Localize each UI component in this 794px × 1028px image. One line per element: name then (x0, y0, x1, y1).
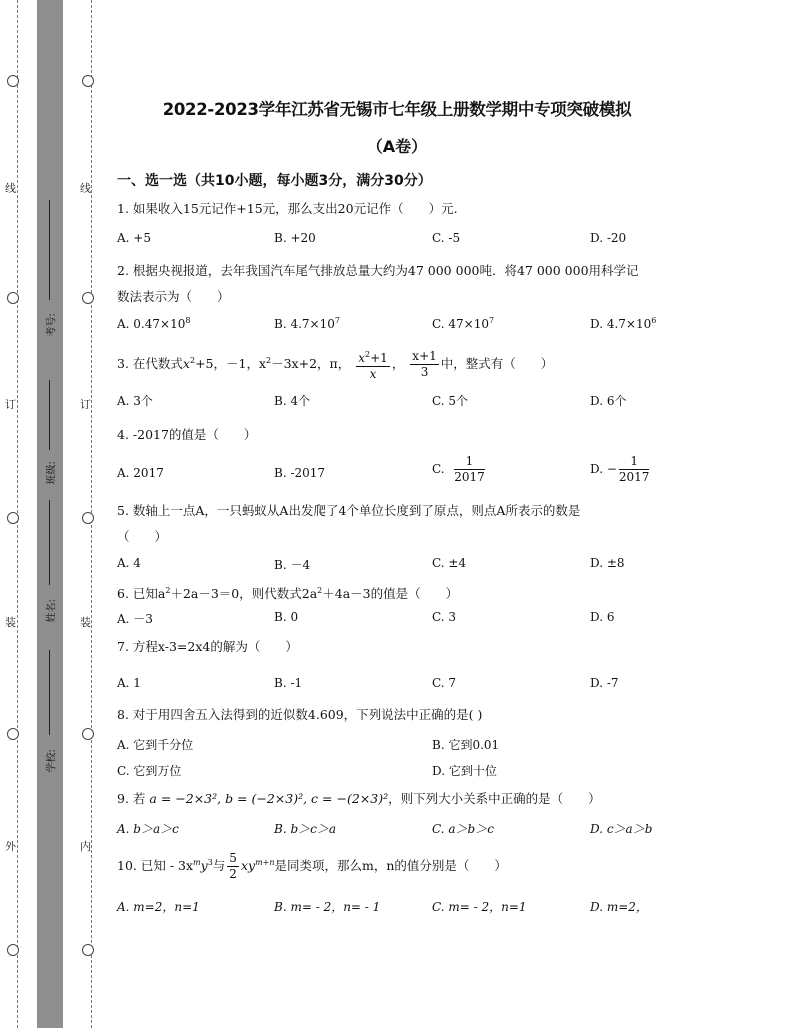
question-6: 6. 已知$a^2+2a-3=0$，则代数式$2a^2+4a-3$的值是（ ） (117, 586, 459, 602)
exam-number-underline (49, 200, 50, 300)
q2-option-a[interactable]: A. $0.47\times 10^8$ (117, 316, 191, 331)
question-2-line-1: 2. 根据央视报道，去年我国汽车尾气排放总量大约为47 000 000吨．将47 000 000用科学记 (117, 263, 639, 278)
q2-option-b[interactable]: B. $4.7\times 10^7$ (274, 316, 340, 331)
q3-option-d[interactable]: D. 6个 (590, 394, 627, 408)
question-8: 8. 对于用四舍五入法得到的近似数4.609，下列说法中正确的是( ) (117, 707, 483, 722)
q8-option-b[interactable]: B. 它到0.01 (432, 738, 500, 752)
q4-option-b[interactable]: B. -2017 (274, 466, 326, 480)
q7-option-d[interactable]: D. -7 (590, 676, 619, 690)
q6-option-a[interactable]: A. －3 (117, 612, 153, 626)
q9-option-a[interactable]: A. b＞a＞c (117, 822, 179, 836)
question-7: 7. 方程x-3=2x4的解为（ ） (117, 639, 298, 654)
q9-option-d[interactable]: D. c＞a＞b (590, 822, 653, 836)
binding-margin (0, 0, 110, 1028)
q4-option-c[interactable]: C. $\frac{1}{2017}$ (432, 454, 485, 484)
inner-cut-char: 线 (80, 182, 91, 195)
q3-option-c[interactable]: C. 5个 (432, 394, 469, 408)
q8-option-c[interactable]: C. 它到万位 (117, 764, 182, 778)
q9-option-b[interactable]: B. b＞c＞a (274, 822, 337, 836)
q8-option-a[interactable]: A. 它到千分位 (117, 738, 194, 752)
q1-option-d[interactable]: D. -20 (590, 231, 627, 245)
school-underline (49, 650, 50, 735)
q9-option-c[interactable]: C. a＞b＞c (432, 822, 494, 836)
q6-option-b[interactable]: B. 0 (274, 610, 299, 624)
q1-option-b[interactable]: B. +20 (274, 231, 316, 245)
q5-option-a[interactable]: A. 4 (117, 556, 141, 570)
q10-option-a[interactable]: A. m=2，n=1 (117, 900, 200, 914)
punch-hole (7, 944, 19, 956)
q5-option-b[interactable]: B. －4 (274, 558, 311, 572)
inner-cut-char: 装 (80, 616, 91, 629)
name-field[interactable] (37, 500, 63, 630)
punch-hole (7, 512, 19, 524)
q10-option-b[interactable]: B. m= - 2，n= - 1 (274, 900, 381, 914)
q10-option-d[interactable]: D. m=2， (590, 900, 648, 914)
question-4: 4. -2017的值是（ ） (117, 427, 257, 442)
punch-hole (7, 75, 19, 87)
punch-hole (82, 728, 94, 740)
inner-cut-char: 订 (80, 398, 91, 411)
q3-option-a[interactable]: A. 3个 (117, 394, 153, 408)
q3-fraction-2: $\frac{x+1}{3}$ (412, 349, 437, 380)
question-10: 10. 已知 - $3x^my^3$与 $\frac{5}{2}$ $xy^{m+n}$是同类项，那么m，n的值分别是（ ） (117, 851, 507, 882)
q3-fraction-1: $\frac{x^2+1}{x}$ (356, 347, 390, 382)
name-underline (49, 500, 50, 585)
q5-option-c[interactable]: C. ±4 (432, 556, 467, 570)
name-label: 姓名: (46, 599, 58, 623)
q7-option-b[interactable]: B. -1 (274, 676, 303, 690)
inner-cut-char: 内 (80, 840, 91, 853)
school-label: 学校: (46, 749, 58, 773)
q10-option-c[interactable]: C. m= - 2，n=1 (432, 900, 527, 914)
question-1: 1. 如果收入15元记作+15元，那么支出20元记作（ ）元. (117, 201, 458, 216)
question-3: 3. 在代数式$x^2+5$，－1，$x^2-3x+2$，π， $\frac{x^2+1}{x}$ ， $\frac{x+1}{3}$ 中，整式有（ ） (117, 349, 554, 382)
exam-number-label: 考号: (46, 313, 58, 337)
outer-cut-char: 线 (5, 182, 16, 195)
question-9: 9. 若 a = −2×3², b = (−2×3)², c = −(2×3)²，则下列大小关系中正确的是（ ） (117, 791, 601, 806)
q2-option-c[interactable]: C. $47\times 10^7$ (432, 316, 495, 331)
outer-cut-char: 装 (5, 616, 16, 629)
q7-option-a[interactable]: A. 1 (117, 676, 141, 690)
outer-cut-char: 订 (5, 398, 16, 411)
q6-option-c[interactable]: C. 3 (432, 610, 457, 624)
punch-hole (82, 512, 94, 524)
q1-option-c[interactable]: C. -5 (432, 231, 461, 245)
q2-option-d[interactable]: D. $4.7\times 10^6$ (590, 316, 657, 331)
class-field[interactable] (37, 380, 63, 490)
question-2-line-2: 数法表示为（ ） (117, 289, 230, 304)
punch-hole (82, 944, 94, 956)
q7-option-c[interactable]: C. 7 (432, 676, 457, 690)
class-underline (49, 380, 50, 450)
q4-option-d[interactable]: D. − $\frac{1}{2017}$ (590, 454, 650, 484)
punch-hole (7, 728, 19, 740)
q1-option-a[interactable]: A. +5 (117, 231, 151, 245)
q6-option-d[interactable]: D. 6 (590, 610, 615, 624)
punch-hole (7, 292, 19, 304)
exam-number-field[interactable] (37, 200, 63, 340)
outer-cut-char: 外 (5, 840, 16, 853)
punch-hole (82, 292, 94, 304)
school-field[interactable] (37, 650, 63, 780)
question-5-line-1: 5. 数轴上一点A，一只蚂蚁从A出发爬了4个单位长度到了原点，则点A所表示的数是 (117, 503, 581, 518)
punch-hole (82, 75, 94, 87)
question-5-line-2: （ ） (117, 529, 168, 544)
class-label: 班级: (46, 461, 58, 485)
q4-option-a[interactable]: A. 2017 (117, 466, 164, 480)
exam-subtitle: （A卷） (366, 137, 428, 156)
q10-fraction: $\frac{5}{2}$ (229, 851, 237, 882)
q3-option-b[interactable]: B. 4个 (274, 394, 311, 408)
q8-option-d[interactable]: D. 它到十位 (432, 764, 497, 778)
section-heading: 一、选一选（共10小题，每小题3分，满分30分） (117, 173, 432, 189)
q5-option-d[interactable]: D. ±8 (590, 556, 625, 570)
exam-title: 2022-2023学年江苏省无锡市七年级上册数学期中专项突破模拟 (162, 100, 632, 119)
